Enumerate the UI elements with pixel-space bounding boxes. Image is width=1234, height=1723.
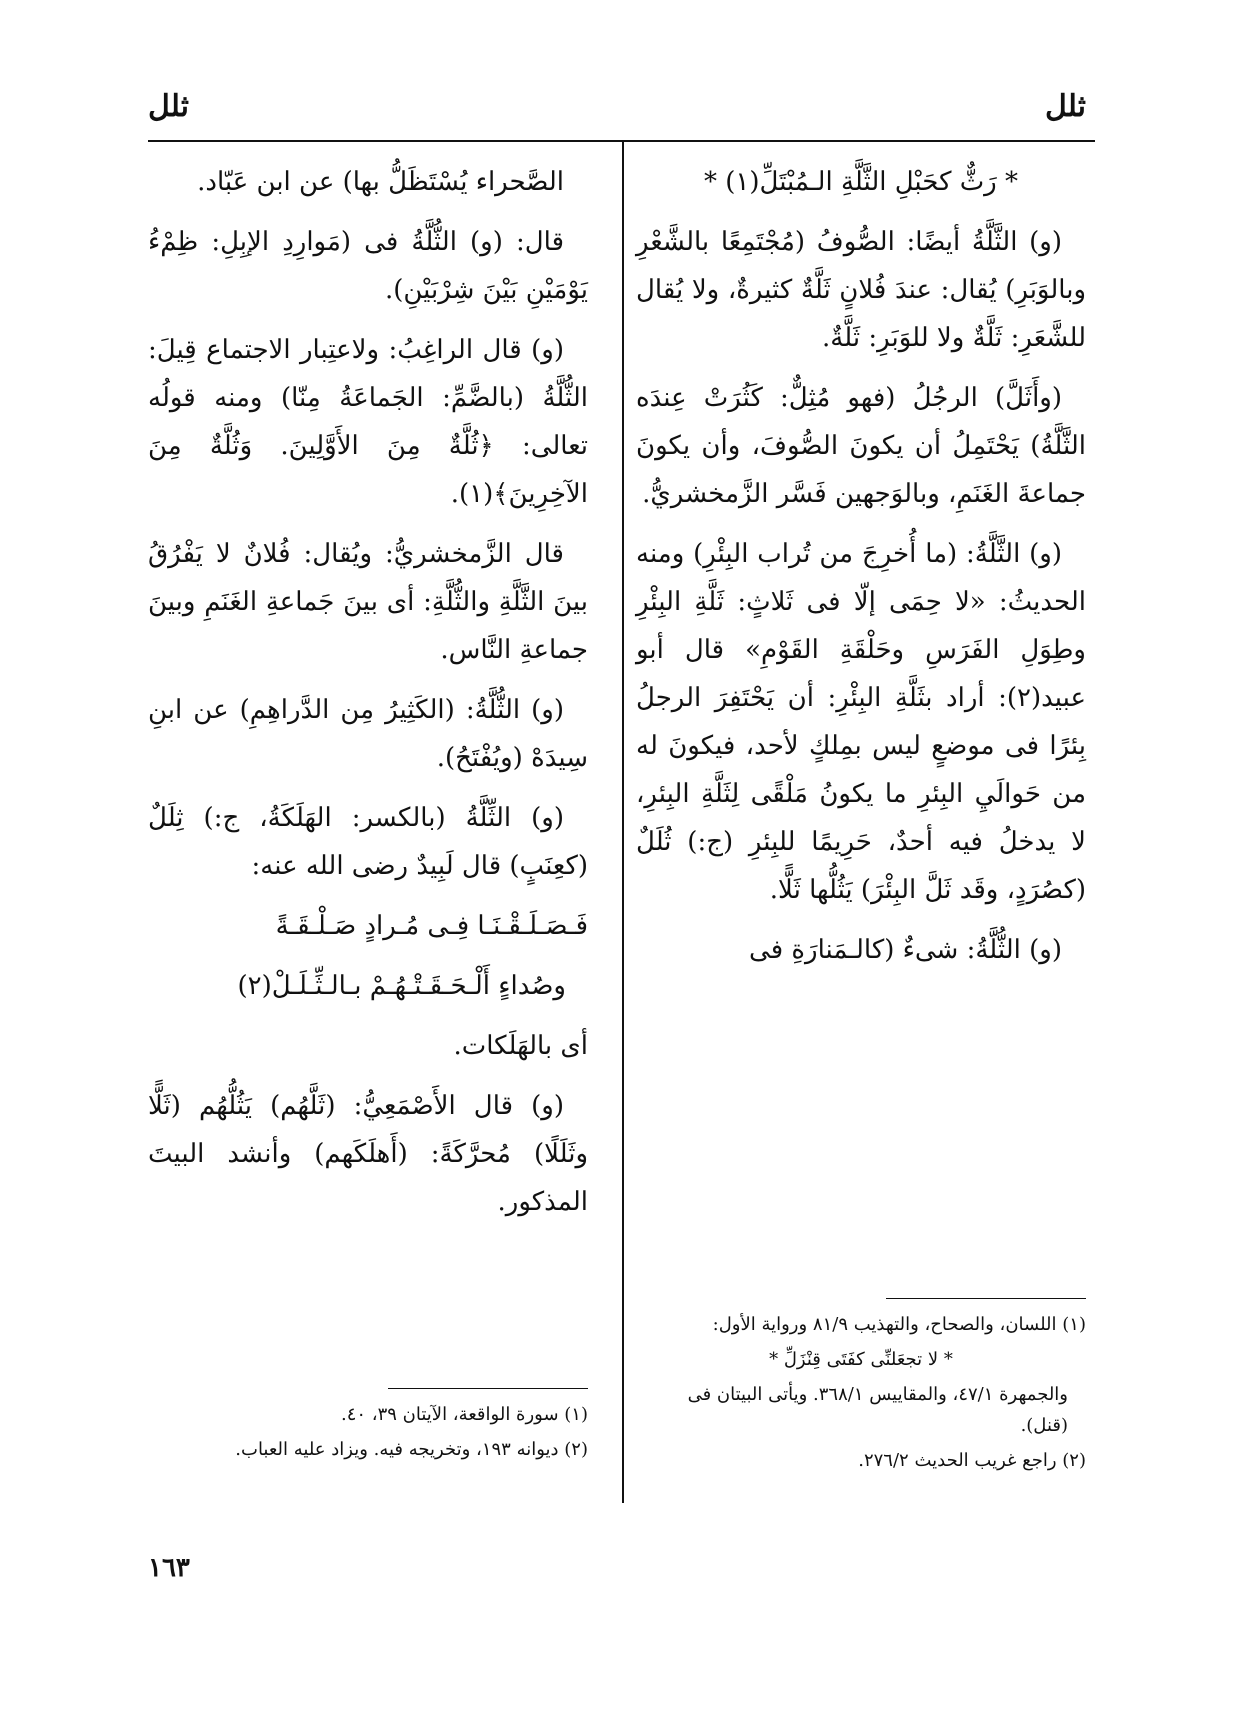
footnote-1-verse: * لا تجعَلنِّى كفَتَى قِنْزَلِّ *	[769, 1349, 953, 1370]
entry-paragraph: (و) الثُّلَّةُ: شىءٌ (كالـمَنارَةِ فى	[749, 935, 1062, 965]
running-title-left: ثلل	[148, 89, 190, 124]
column-divider	[622, 140, 624, 1503]
left-column	[148, 158, 588, 1238]
entry-paragraph: أى بالهَلَكات.	[453, 1031, 588, 1061]
entry-paragraph: (و) الثَّلَّةُ: (ما أُخرِجَ من تُراب البِئْرِ) ومنه الحديثُ: «لا حِمَى إلّا فى ثَلاثٍ: ثَلَّةِ البِئْرِ وطِوَلِ الفَرَسِ وحَلْقَةِ القَوْمِ» قال أبو عبيد(٢): أراد بثَلَّةِ البِئْرِ: أن يَحْتَفِرَ الرجلُ بِئرًا فى موضعٍ ليس بمِلكٍ لأحد، فيكونَ له من حَوالَيِ البِئرِ ما يكونُ مَلْقًى لِثَلَّةِ البِئرِ، لا يدخلُ فيه أحدٌ، حَرِيمًا للبِئرِ (ج:) ثُلَلٌ (كصُرَدٍ، وقَد ثَلَّ البِئْرَ) يَثُلُّها ثَلًّا.	[636, 539, 1086, 905]
footnote-2: (٢) ديوانه ١٩٣، وتخريجه فيه. ويزاد عليه العباب.	[235, 1439, 588, 1460]
footnote-rule	[388, 1388, 588, 1389]
running-title-right: ثلل	[1044, 89, 1086, 124]
verse-line-2: وصُداءٍ أَلْـحَـقَـتْـهُـمْ بـالـثِّـلَـلْ(٢)	[237, 971, 566, 1001]
verse-line-1: فَـصَـلَـقْـنَـا فِـى مُـرادٍ صَـلْـقَـةً	[275, 911, 588, 941]
footnote-2: (٢) راجع غريب الحديث ٢٧٦/٢.	[858, 1450, 1086, 1471]
footnote-1: (١) اللسان، والصحاح، والتهذيب ٨١/٩ ورواية الأول:	[712, 1314, 1086, 1335]
entry-paragraph: قال الزَّمخشريُّ: ويُقال: فُلانٌ لا يَفْرُقُ بينَ الثَّلَّةِ والثُّلَّةِ: أى بينَ جَماعةِ الغَنَمِ وبينَ جماعةِ النَّاس.	[148, 539, 589, 665]
entry-paragraph: (و) الثَّلَّةُ أيضًا: الصُّوفُ (مُجْتَمِعًا بالشَّعْرِ وبالوَبَرِ) يُقال: عندَ فُلانٍ ثَلَّةٌ كثيرةٌ، ولا يُقال للشَّعَرِ: ثَلَّةٌ ولا للوَبَرِ: ثَلَّةٌ.	[636, 227, 1086, 353]
footnotes-right	[636, 1298, 1086, 1480]
footnotes-left	[148, 1388, 588, 1469]
footnote-1: (١) سورة الواقعة، الآيتان ٣٩، ٤٠.	[340, 1404, 588, 1425]
entry-paragraph: الصَّحراء يُسْتَظَلُّ بها) عن ابن عَبّاد.	[197, 167, 564, 197]
page-number: ١٦٣	[148, 1553, 190, 1583]
footnote-rule	[886, 1298, 1086, 1299]
entry-paragraph: (و) قال الأَصْمَعِيُّ: (ثَلَّهُم) يَثُلُّهُم (ثَلًّا وثَلَلًا) مُحرَّكَةً: (أَهلَكَهم) وأنشد البيتَ المذكور.	[148, 1091, 588, 1217]
entry-paragraph: (و) قال الراغِبُ: ولاعتِبار الاجتماع قِيلَ: الثُّلَّةُ (بالضَّمِّ: الجَماعَةُ مِنّا) ومنه قولُه تعالى: ﴿ثُلَّةٌ مِنَ الأَوَّلِينَ. وَثُلَّةٌ مِنَ الآخِرِينَ﴾(١).	[148, 335, 588, 509]
entry-paragraph: (و) الثُّلَّةُ: (الكَثِيرُ مِن الدَّراهِمِ) عن ابنِ سِيدَهْ (ويُفْتَحُ).	[148, 695, 588, 773]
entry-paragraph: (وأَثَلَّ) الرجُلُ (فهو مُثِلٌّ: كَثُرَتْ عِندَه الثَّلَّةُ) يَحْتَمِلُ أن يكونَ الصُّوفَ، وأن يكونَ جماعةَ الغَنَمِ، وبالوَجهين فَسَّر الزَّمخشريُّ.	[636, 383, 1086, 509]
entry-paragraph: (و) الثِّلَّةُ (بالكسر: الهَلَكَةُ، ج:) ثِلَلٌ (كعِنَبٍ) قال لَبِيدٌ رضى الله عنه:	[148, 803, 588, 881]
footnote-1-continued: والجمهرة ٤٧/١، والمقاييس ٣٦٨/١. ويأتى البيتان فى (قنل).	[687, 1384, 1068, 1436]
right-column	[636, 158, 1086, 986]
verse-fragment: * رَثٌّ كحَبْلِ الثَّلَّةِ الـمُبْتَلِّ(١) *	[703, 167, 1019, 197]
entry-paragraph: قال: (و) الثُّلَّةُ فى (مَوارِدِ الإبِلِ: ظِمْءُ يَوْمَيْنِ بَيْنَ شِرْبَيْنِ).	[148, 227, 588, 305]
